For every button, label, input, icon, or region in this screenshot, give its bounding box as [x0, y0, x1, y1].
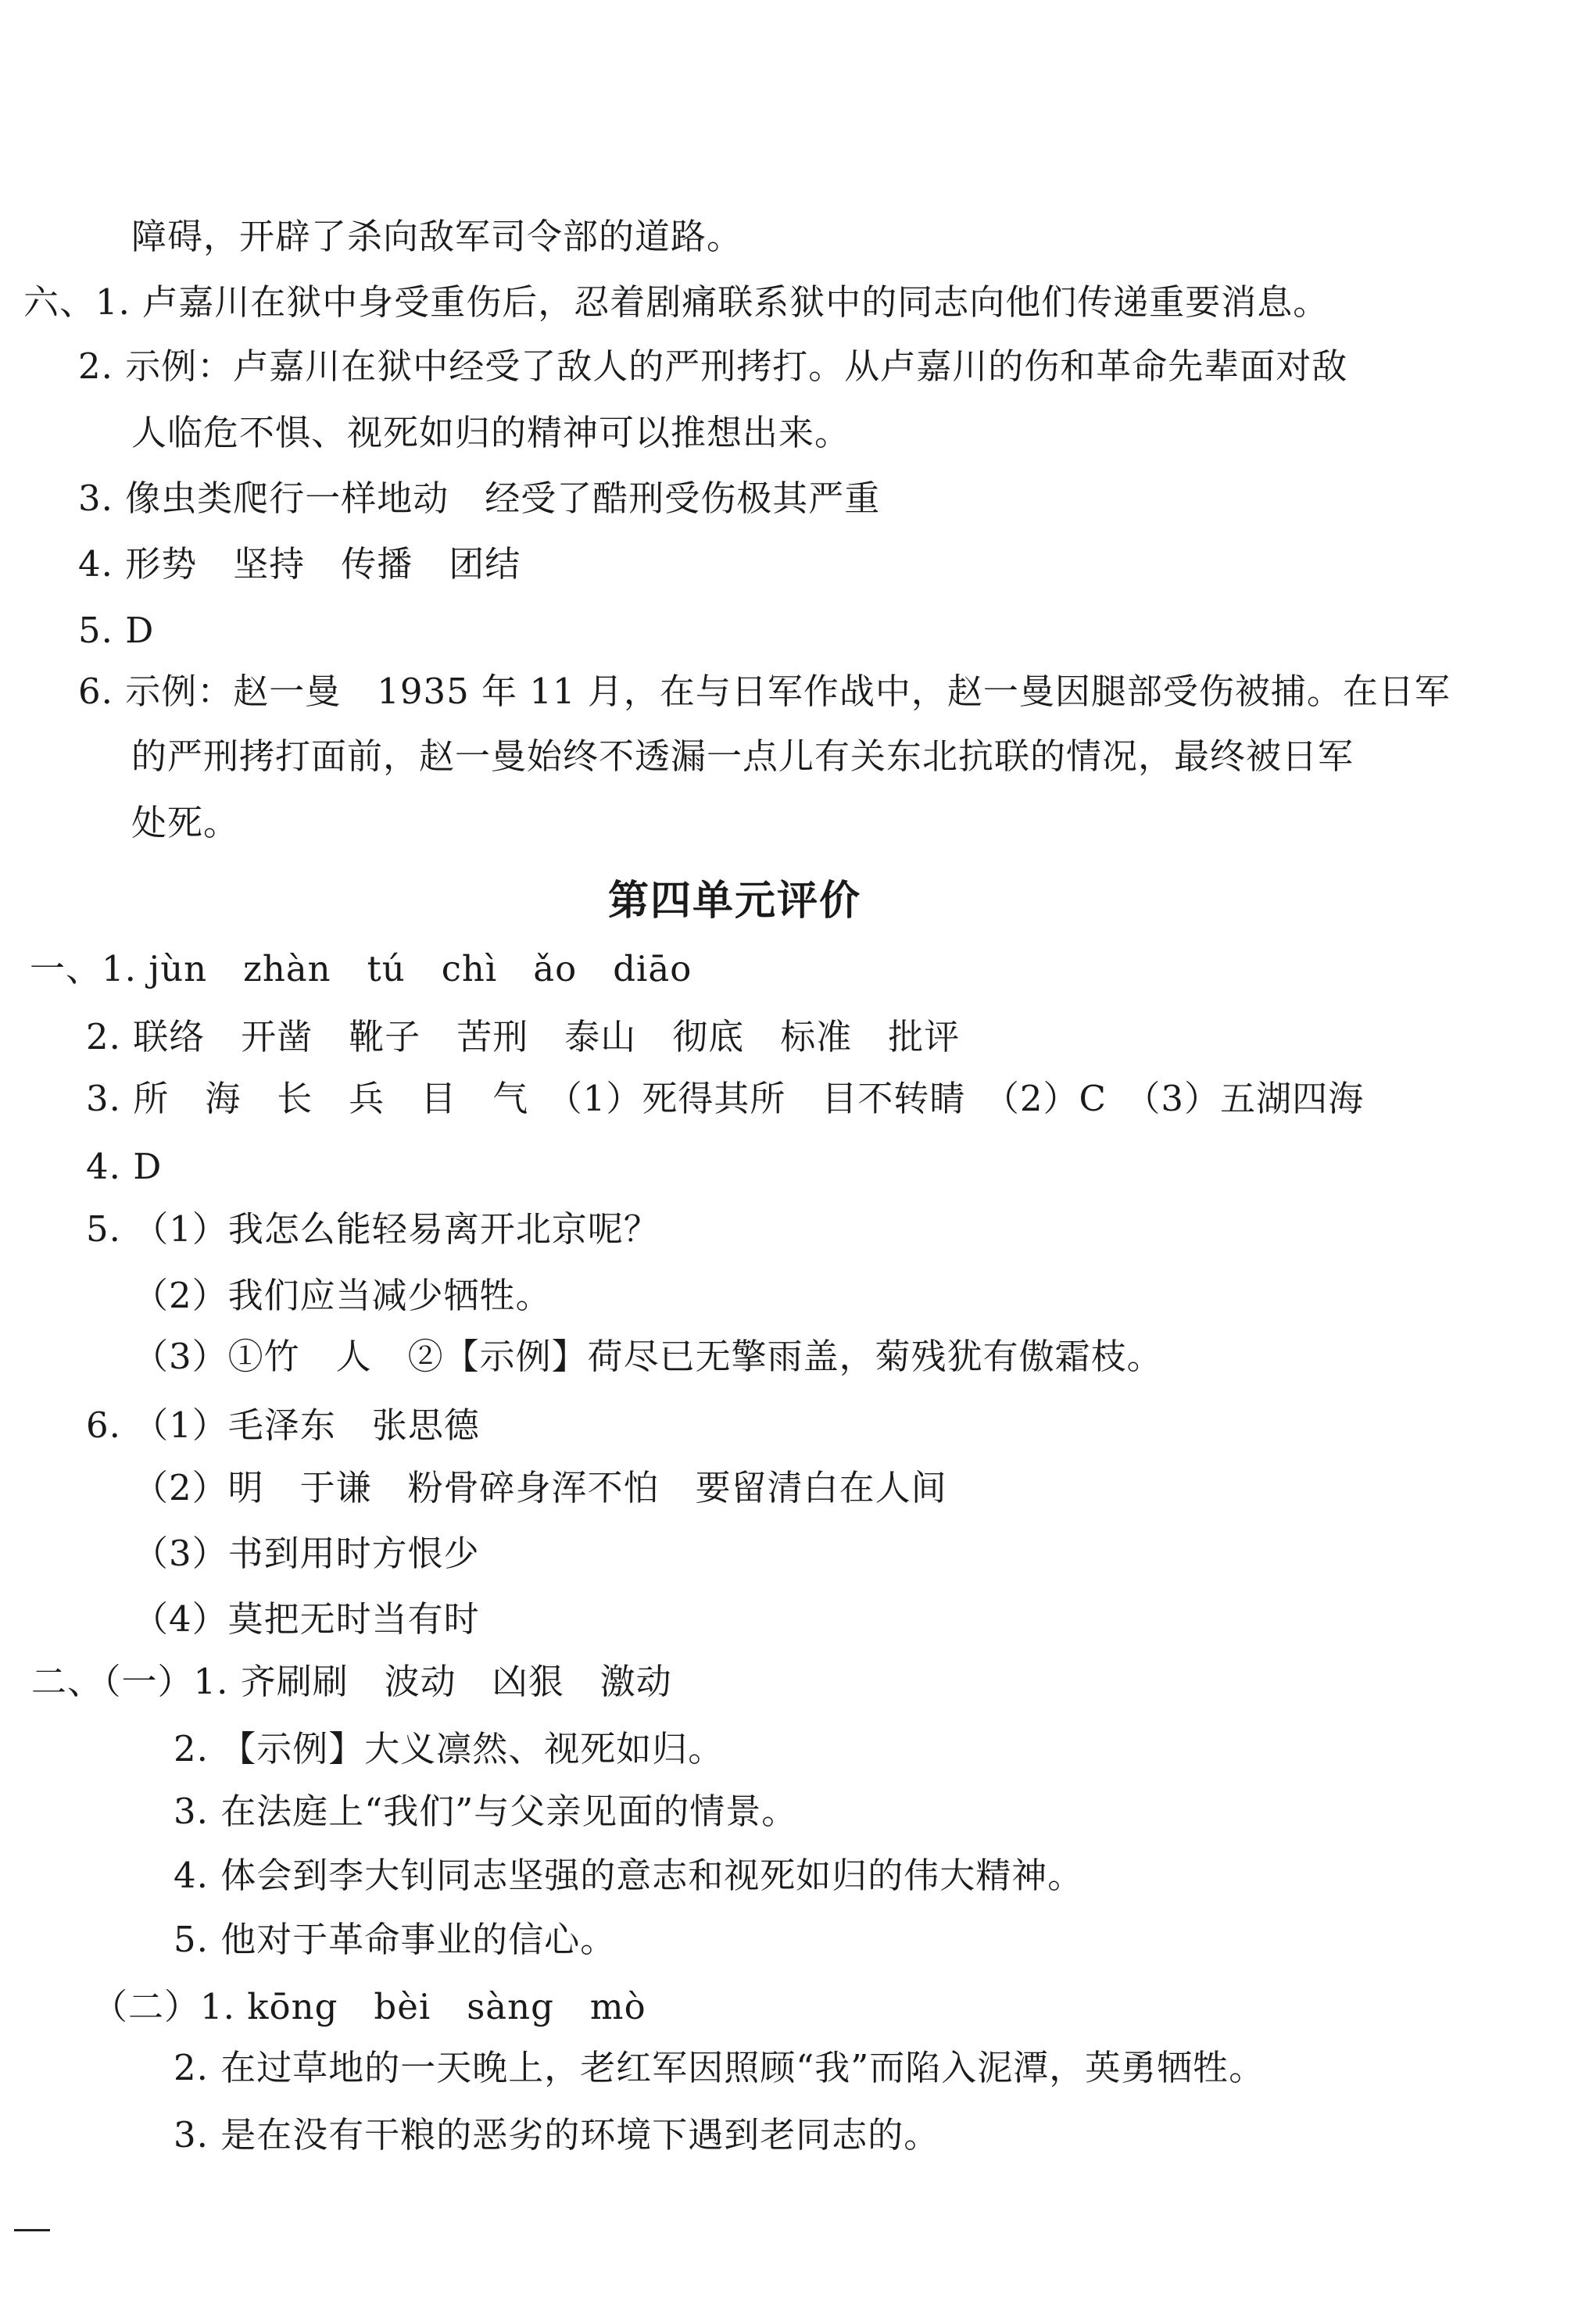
- text-line: 4. D: [86, 1146, 163, 1187]
- text-line: 2. 【示例】大义凛然、视死如归。: [174, 1728, 725, 1769]
- text-line: 的严刑拷打面前，赵一曼始终不透漏一点儿有关东北抗联的情况，最终被日军: [131, 735, 1354, 777]
- text-line: 5. 他对于革命事业的信心。: [174, 1919, 617, 1960]
- text-line: 3. 在法庭上“我们”与父亲见面的情景。: [174, 1791, 798, 1832]
- text-line: 6. 示例：赵一曼 1935 年 11 月，在与日军作战中，赵一曼因腿部受伤被捕。在日军: [78, 671, 1451, 712]
- text-line: 3. 所 海 长 兵 目 气 （1）死得其所 目不转睛 （2）C （3）五湖四海: [86, 1078, 1365, 1119]
- text-line: （3）①竹 人 ②【示例】荷尽已无擎雨盖，菊残犹有傲霜枝。: [133, 1336, 1163, 1377]
- text-line: 6. （1）毛泽东 张思德: [86, 1404, 480, 1446]
- text-line: 5. D: [78, 610, 155, 651]
- section-title: 第四单元评价: [607, 878, 861, 925]
- text-line: 5. （1）我怎么能轻易离开北京呢？: [86, 1208, 660, 1250]
- text-line: （4）莫把无时当有时: [133, 1598, 480, 1640]
- text-line: （3）书到用时方恨少: [133, 1533, 480, 1574]
- footer-rule: [14, 2229, 50, 2231]
- text-line: （2）我们应当减少牺牲。: [133, 1275, 552, 1316]
- text-line: （二）1. kōng bèi sàng mò: [92, 1986, 646, 2027]
- text-line: 3. 像虫类爬行一样地动 经受了酷刑受伤极其严重: [78, 478, 881, 519]
- text-line: 3. 是在没有干粮的恶劣的环境下遇到老同志的。: [174, 2114, 940, 2156]
- text-line: 一、1. jùn zhàn tú chì ǎo diāo: [30, 948, 692, 989]
- text-line: 2. 在过草地的一天晚上，老红军因照顾“我”而陷入泥潭，英勇牺牲。: [174, 2047, 1265, 2088]
- text-line: 人临危不惧、视死如归的精神可以推想出来。: [131, 412, 851, 453]
- text-line: 二、（一）1. 齐刷刷 波动 凶狠 激动: [31, 1661, 672, 1702]
- text-line: 4. 形势 坚持 传播 团结: [78, 543, 521, 585]
- text-line: 2. 示例：卢嘉川在狱中经受了敌人的严刑拷打。从卢嘉川的伤和革命先辈面对敌: [78, 345, 1348, 387]
- text-line: 4. 体会到李大钊同志坚强的意志和视死如归的伟大精神。: [174, 1855, 1084, 1896]
- text-line: 障碍，开辟了杀向敌军司令部的道路。: [131, 216, 743, 257]
- text-line: 2. 联络 开凿 靴子 苦刑 泰山 彻底 标准 批评: [86, 1016, 961, 1057]
- text-line: （2）明 于谦 粉骨碎身浑不怕 要留清白在人间: [133, 1467, 947, 1508]
- text-line: 六、1. 卢嘉川在狱中身受重伤后，忍着剧痛联系狱中的同志向他们传递重要消息。: [23, 281, 1329, 323]
- text-line: 处死。: [131, 802, 240, 843]
